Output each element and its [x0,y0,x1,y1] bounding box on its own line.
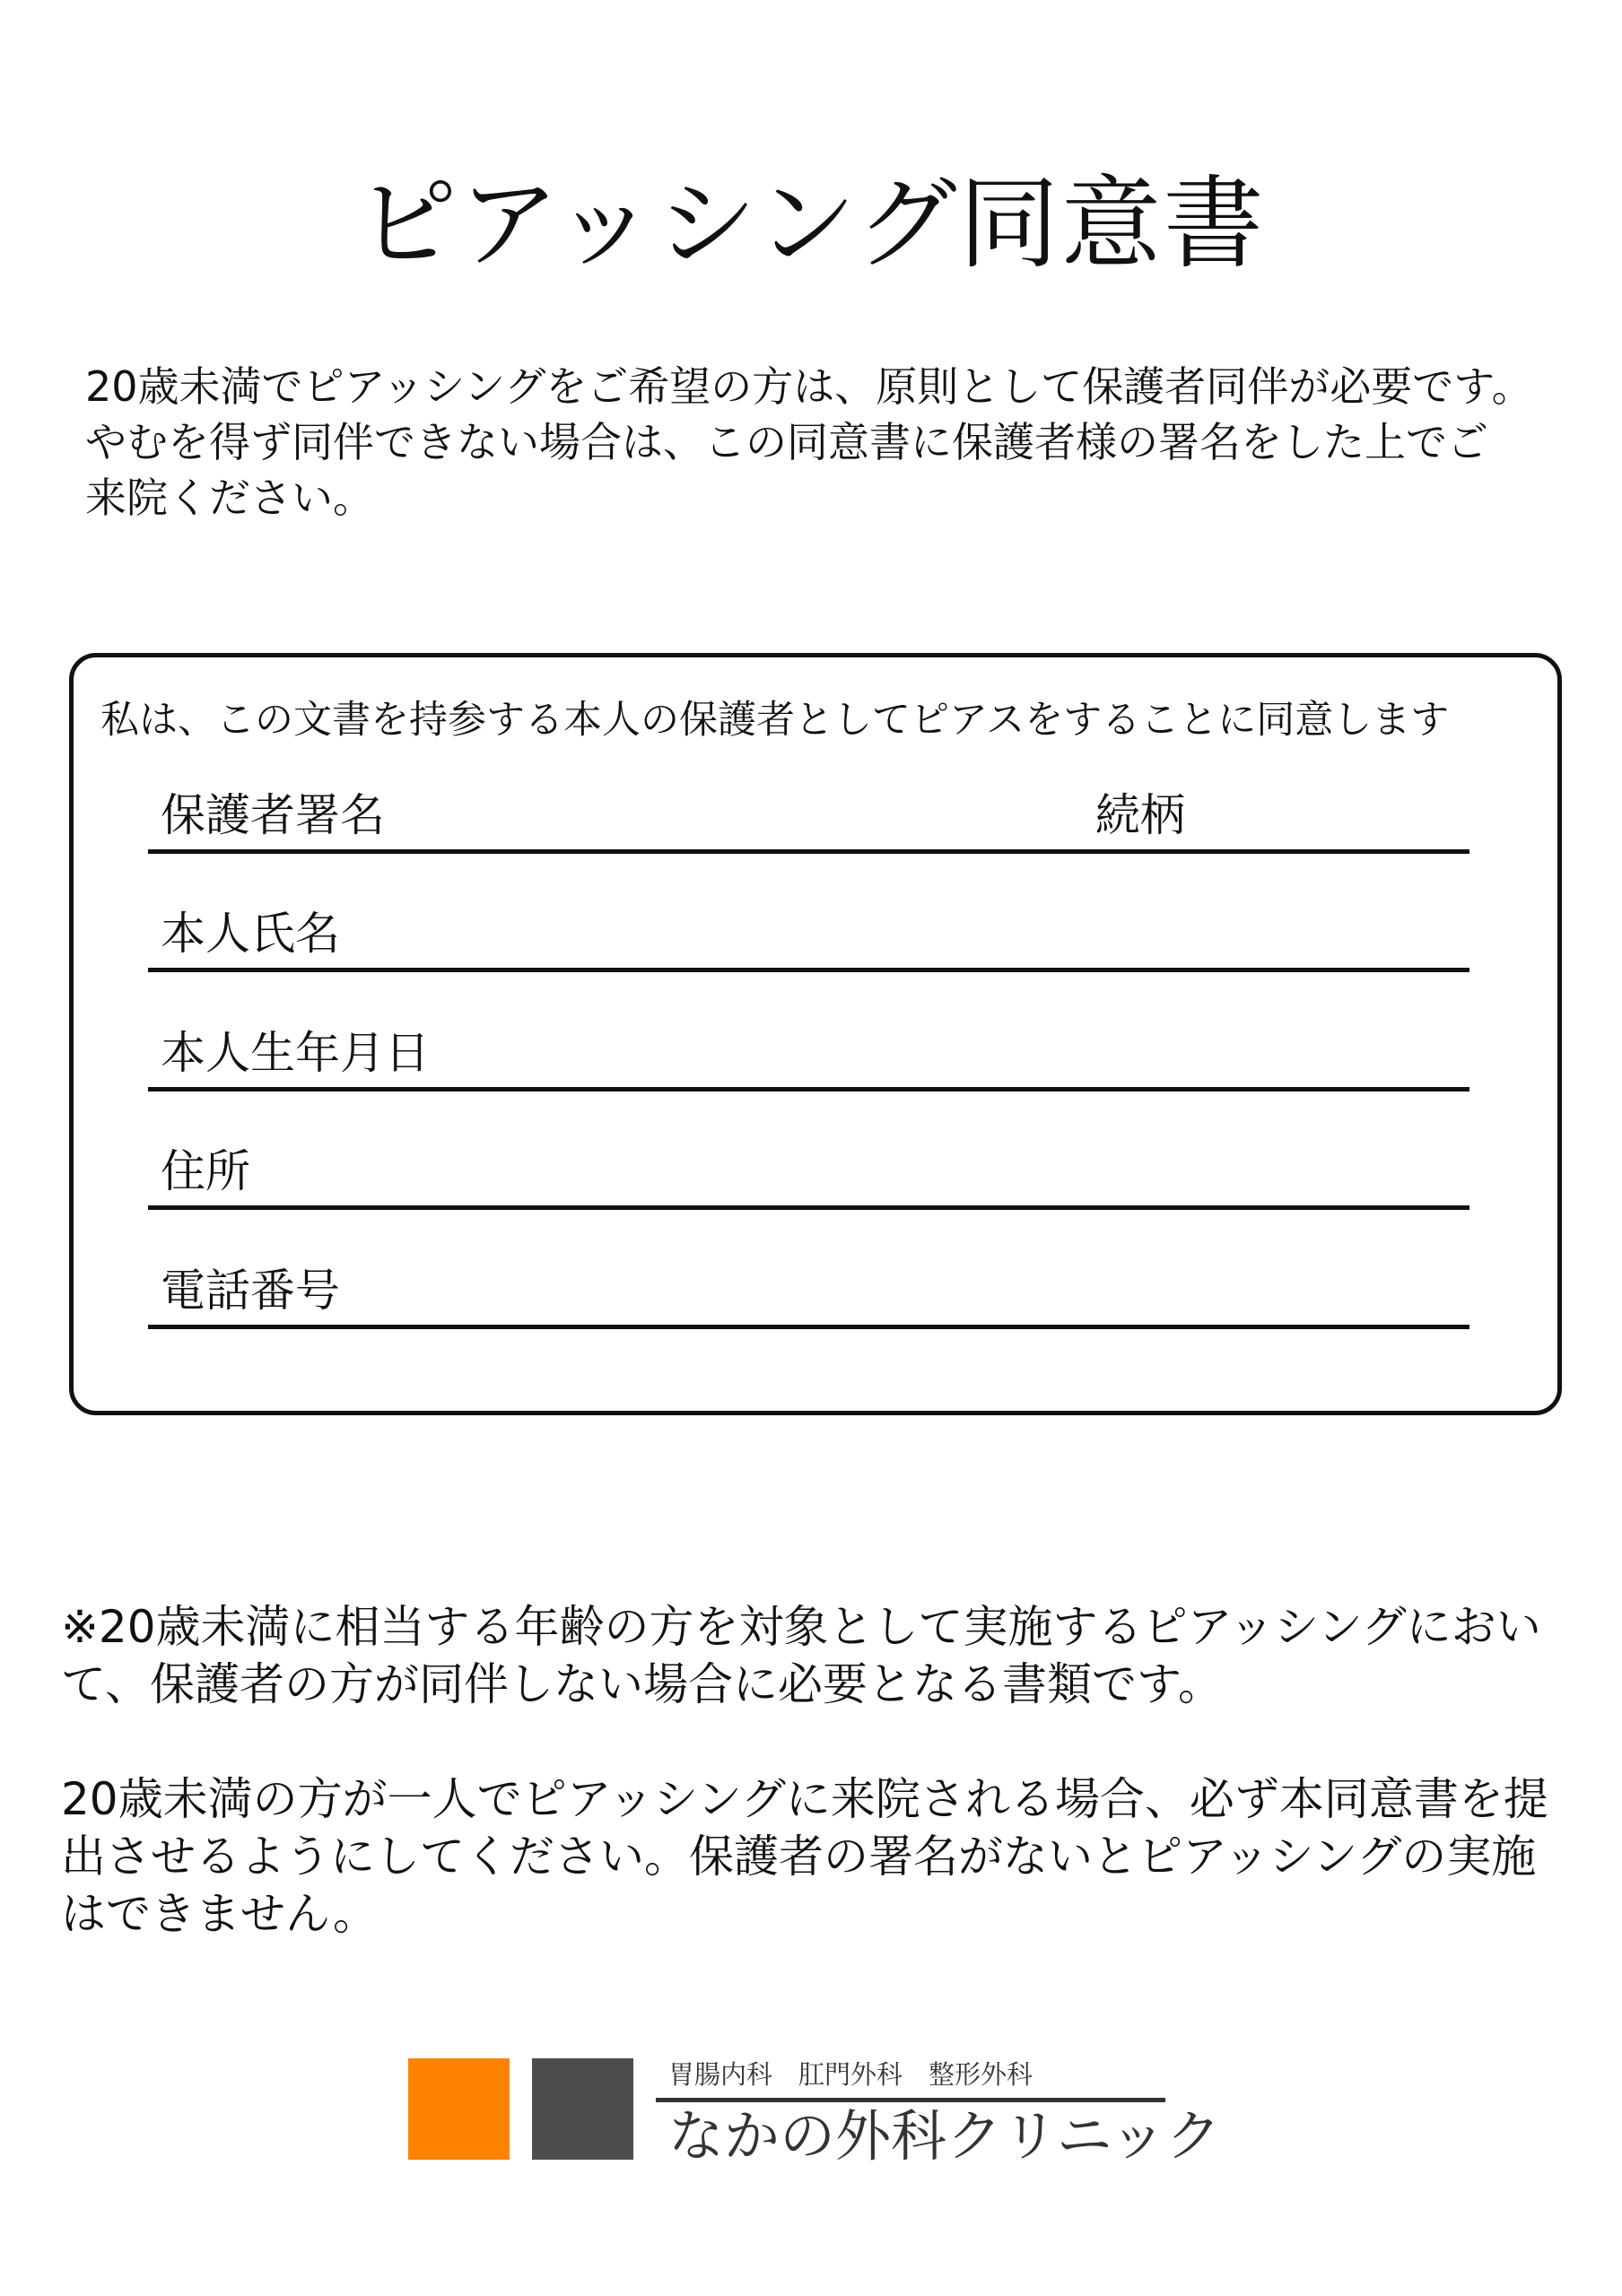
gray-square-logo [532,2058,633,2160]
intro-text [85,359,1557,526]
address-field[interactable] [148,1141,1469,1210]
phone-label: 電話番号 [161,1265,340,1317]
address-label: 住所 [161,1145,250,1197]
intro-line: 20歳未満でピアッシングをご希望の方は、原則として保護者同伴が必要です。 [85,362,1533,411]
person-name-label: 本人氏名 [161,908,340,960]
phone-field[interactable] [148,1260,1469,1329]
guardian-signature-label: 保護者署名 [161,789,385,841]
person-birthdate-field[interactable] [148,1022,1469,1091]
orange-square-logo [408,2058,510,2160]
person-name-field[interactable] [148,903,1469,972]
clinic-name: なかの外科クリニック [668,2103,1222,2169]
note-paragraph: ※20歳未満に相当する年齢の方を対象として実施するピアッシングにおいて、保護者の方が同伴しない場合に必要となる書類です。 [61,1601,1541,1710]
clinic-departments: 胃腸内科 肛門外科 整形外科 [668,2059,1033,2090]
person-birthdate-label: 本人生年月日 [161,1027,430,1079]
consent-statement: 私は、この文書を持参する本人の保護者としてピアスをすることに同意します [100,698,1450,743]
clinic-footer [408,2058,1222,2175]
page-title: ピアッシング同意書 [356,166,1266,283]
intro-line: 来院ください。 [85,474,374,522]
relationship-label: 続柄 [1095,789,1185,841]
notes-section [61,1598,1568,2000]
intro-line: やむを得ず同伴できない場合は、この同意書に保護者様の署名をした上でご [85,418,1488,466]
guardian-signature-field[interactable] [148,785,1469,854]
note-paragraph: 20歳未満の方が一人でピアッシングに来院される場合、必ず本同意書を提出させるようにしてください。保護者の署名がないとピアッシングの実施はできません。 [61,1773,1548,1940]
consent-form-box [69,653,1562,1415]
footer-divider [656,2098,1165,2102]
